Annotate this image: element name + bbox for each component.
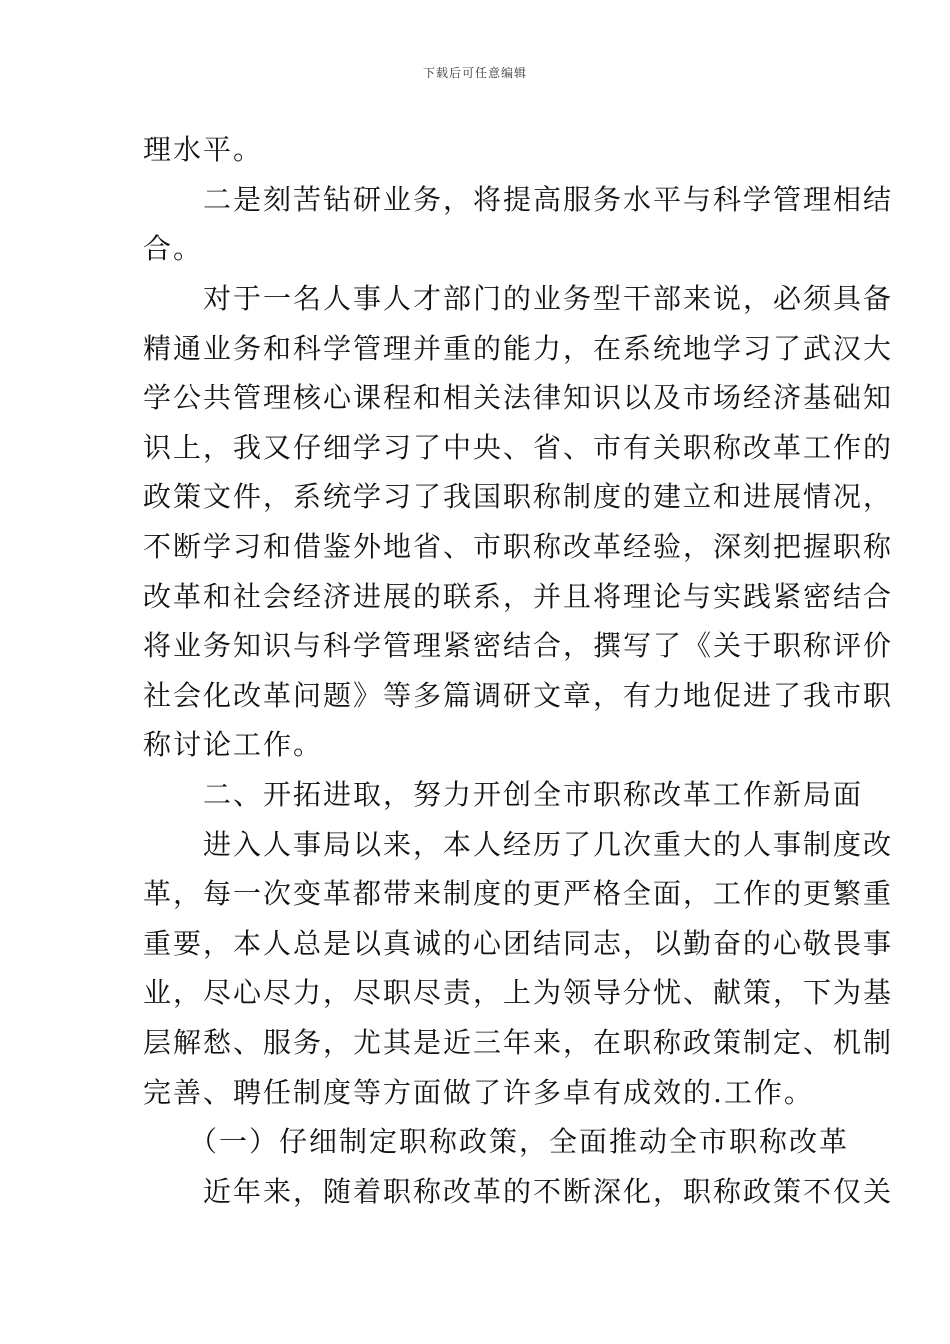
text-line: 业，尽心尽力，尽职尽责，上为领导分忧、献策，下为基	[143, 976, 894, 1009]
text-line: 不断学习和借鉴外地省、市职称改革经验，深刻把握职称	[143, 530, 894, 563]
text-line: 精通业务和科学管理并重的能力，在系统地学习了武汉大	[143, 332, 894, 365]
text-line: 完善、聘任制度等方面做了许多卓有成效的.工作。	[143, 1076, 814, 1109]
text-line: 政策文件，系统学习了我国职称制度的建立和进展情况，	[143, 480, 894, 513]
text-line: 理水平。	[143, 133, 264, 166]
text-line: 将业务知识与科学管理紧密结合，撰写了《关于职称评价	[143, 629, 894, 662]
text-line: 近年来，随着职称改革的不断深化，职称政策不仅关	[143, 1175, 894, 1208]
section-heading: 二、开拓进取，努力开创全市职称改革工作新局面	[143, 778, 864, 811]
text-line: 改革和社会经济进展的联系，并且将理论与实践紧密结合	[143, 580, 894, 613]
text-line: 二是刻苦钻研业务，将提高服务水平与科学管理相结	[143, 183, 894, 216]
text-line: 对于一名人事人才部门的业务型干部来说，必须具备	[143, 282, 894, 315]
subsection-heading: （一）仔细制定职称政策，全面推动全市职称改革	[143, 1125, 850, 1158]
text-line: 学公共管理核心课程和相关法律知识以及市场经济基础知	[143, 381, 894, 414]
text-line: 重要，本人总是以真诚的心团结同志，以勤奋的心敬畏事	[143, 927, 894, 960]
text-line: 合。	[143, 232, 204, 265]
text-line: 称讨论工作。	[143, 728, 324, 761]
page-header: 下载后可任意编辑	[422, 66, 527, 80]
text-line: 进入人事局以来，本人经历了几次重大的人事制度改	[143, 828, 894, 861]
text-line: 层解愁、服务，尤其是近三年来，在职称政策制定、机制	[143, 1026, 894, 1059]
text-line: 识上，我又仔细学习了中央、省、市有关职称改革工作的	[143, 431, 894, 464]
text-line: 革，每一次变革都带来制度的更严格全面，工作的更繁重	[143, 877, 894, 910]
text-line: 社会化改革问题》等多篇调研文章，有力地促进了我市职	[143, 679, 894, 712]
